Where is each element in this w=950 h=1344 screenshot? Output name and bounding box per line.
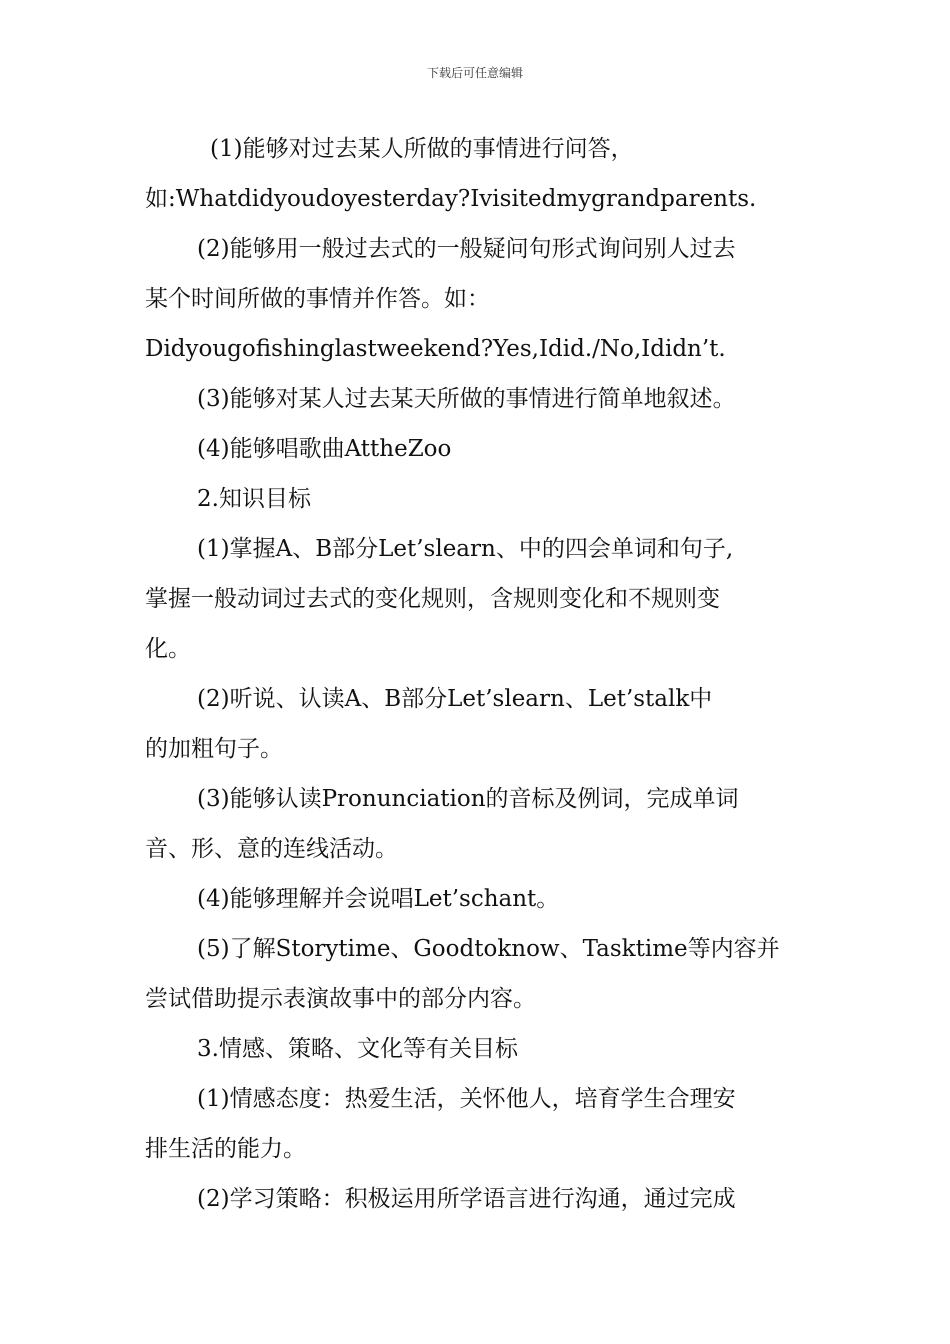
paragraph-line: 3.情感、策略、文化等有关目标: [197, 1036, 518, 1062]
page-header: 下载后可任意编辑: [426, 66, 523, 80]
paragraph-line: (1)情感态度：热爱生活，关怀他人，培育学生合理安: [197, 1086, 736, 1112]
paragraph-line: 尝试借助提示表演故事中的部分内容。: [145, 986, 536, 1012]
paragraph-line: (3)能够对某人过去某天所做的事情进行简单地叙述。: [197, 386, 736, 412]
paragraph-line: (2)能够用一般过去式的一般疑问句形式询问别人过去: [197, 236, 736, 262]
paragraph-line: 的加粗句子。: [145, 736, 283, 762]
paragraph-line: (1)掌握A、B部分Let’slearn、中的四会单词和句子,: [197, 536, 734, 562]
paragraph-line: 排生活的能力。: [145, 1136, 306, 1162]
paragraph-line: (4)能够理解并会说唱Let’schant。: [197, 886, 560, 912]
paragraph-line: 如:Whatdidyoudoyesterday?Ivisitedmygrandparents.: [145, 186, 757, 212]
paragraph-line: Didyougofishinglastweekend?Yes,Idid./No,Ididn’t.: [145, 336, 726, 362]
paragraph-line: 掌握一般动词过去式的变化规则，含规则变化和不规则变: [145, 586, 720, 612]
paragraph-line: (1)能够对过去某人所做的事情进行问答，: [210, 136, 634, 162]
paragraph-line: 音、形、意的连线活动。: [145, 836, 398, 862]
paragraph-line: (5)了解Storytime、Goodtoknow、Tasktime等内容并: [197, 936, 780, 962]
paragraph-line: 2.知识目标: [197, 486, 311, 512]
paragraph-line: 化。: [145, 636, 191, 662]
paragraph-line: 某个时间所做的事情并作答。如：: [145, 286, 490, 312]
paragraph-line: (2)听说、认读A、B部分Let’slearn、Let’stalk中: [197, 686, 713, 712]
paragraph-line: (2)学习策略：积极运用所学语言进行沟通，通过完成: [197, 1186, 736, 1212]
paragraph-line: (4)能够唱歌曲AttheZoo: [197, 436, 452, 462]
paragraph-line: (3)能够认读Pronunciation的音标及例词，完成单词: [197, 786, 739, 812]
